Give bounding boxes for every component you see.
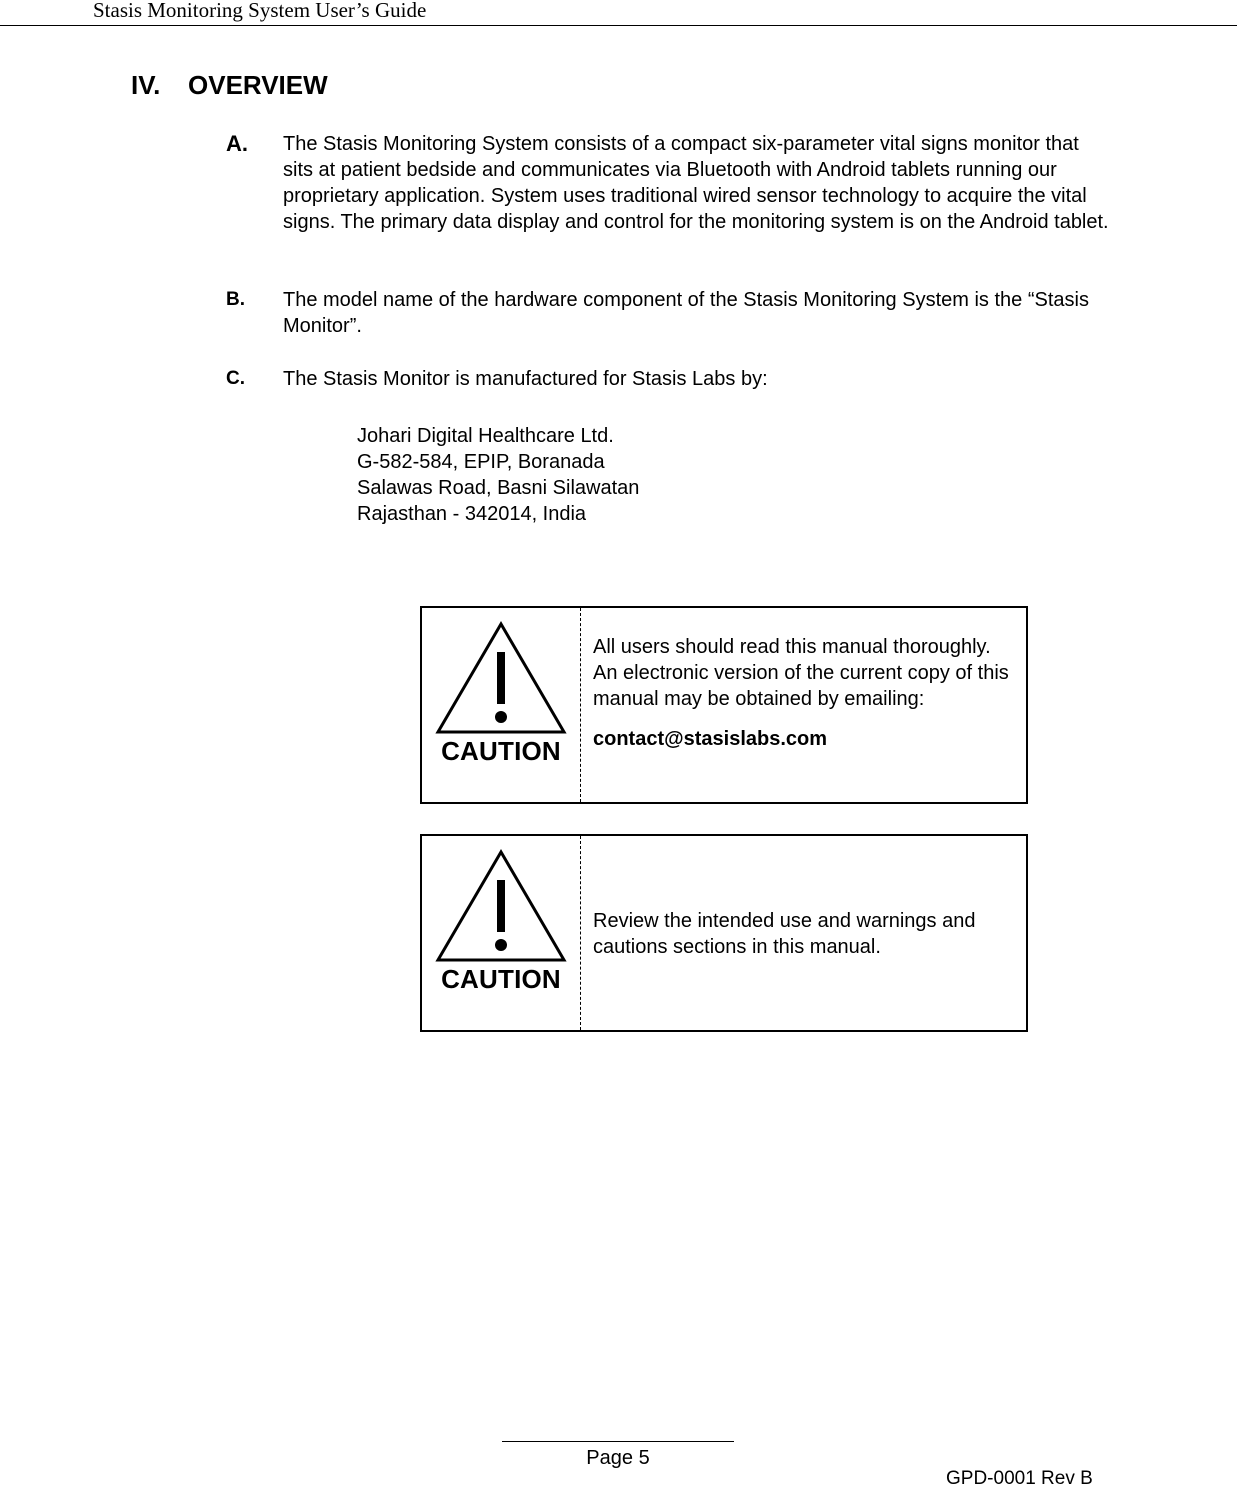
item-c-letter: C. (226, 368, 245, 389)
caution-label: CAUTION (441, 964, 561, 994)
running-header-title: Stasis Monitoring System User’s Guide (93, 0, 427, 22)
caution-triangle-icon (434, 620, 568, 736)
section-title: OVERVIEW (188, 70, 328, 100)
item-b-text: The model name of the hardware component of the Stasis Monitoring System is the “Stasis Monitor”. (283, 289, 1089, 337)
caution-message (593, 908, 1013, 960)
item-c-text: The Stasis Monitor is manufactured for Stasis Labs by: (283, 368, 768, 390)
address-line: Rajasthan - 342014, India (357, 503, 587, 525)
header-divider (0, 25, 1237, 26)
section-number: IV. (131, 70, 161, 100)
caution-triangle-icon (434, 848, 568, 964)
caution-icon-cell (422, 608, 581, 802)
page-number: Page 5 (586, 1447, 650, 1469)
address-line: Salawas Road, Basni Silawatan (357, 477, 640, 499)
caution-label: CAUTION (441, 736, 561, 766)
address-line: Johari Digital Healthcare Ltd. (357, 425, 614, 447)
address-line: G-582-584, EPIP, Boranada (357, 451, 605, 473)
caution-message-text: Review the intended use and warnings and cautions sections in this manual. (593, 910, 976, 958)
item-b-letter: B. (226, 289, 245, 310)
caution-box-review-warnings (420, 834, 1028, 1032)
manufacturer-address (357, 423, 639, 527)
caution-box-read-manual (420, 606, 1028, 804)
item-a-text: The Stasis Monitoring System consists of a compact six-parameter vital signs monitor that sits at patient bedside and communicates via Bluetooth with Android tablets running our proprietary application. System uses traditional wired sensor technology to acquire the vital signs. The primary data display and control for the monitoring system is on the Android tablet. (283, 133, 1109, 233)
caution-message-text: All users should read this manual thoroughly. An electronic version of the current copy of this manual may be obtained by emailing: (593, 636, 1009, 710)
contact-email-link[interactable]: contact@stasislabs.com (593, 728, 828, 750)
document-revision: GPD-0001 Rev B (946, 1468, 1093, 1489)
caution-message (593, 634, 1013, 752)
caution-icon-cell (422, 836, 581, 1030)
item-a-letter: A. (226, 131, 248, 156)
section-heading (131, 69, 328, 101)
footer-divider (502, 1441, 734, 1442)
